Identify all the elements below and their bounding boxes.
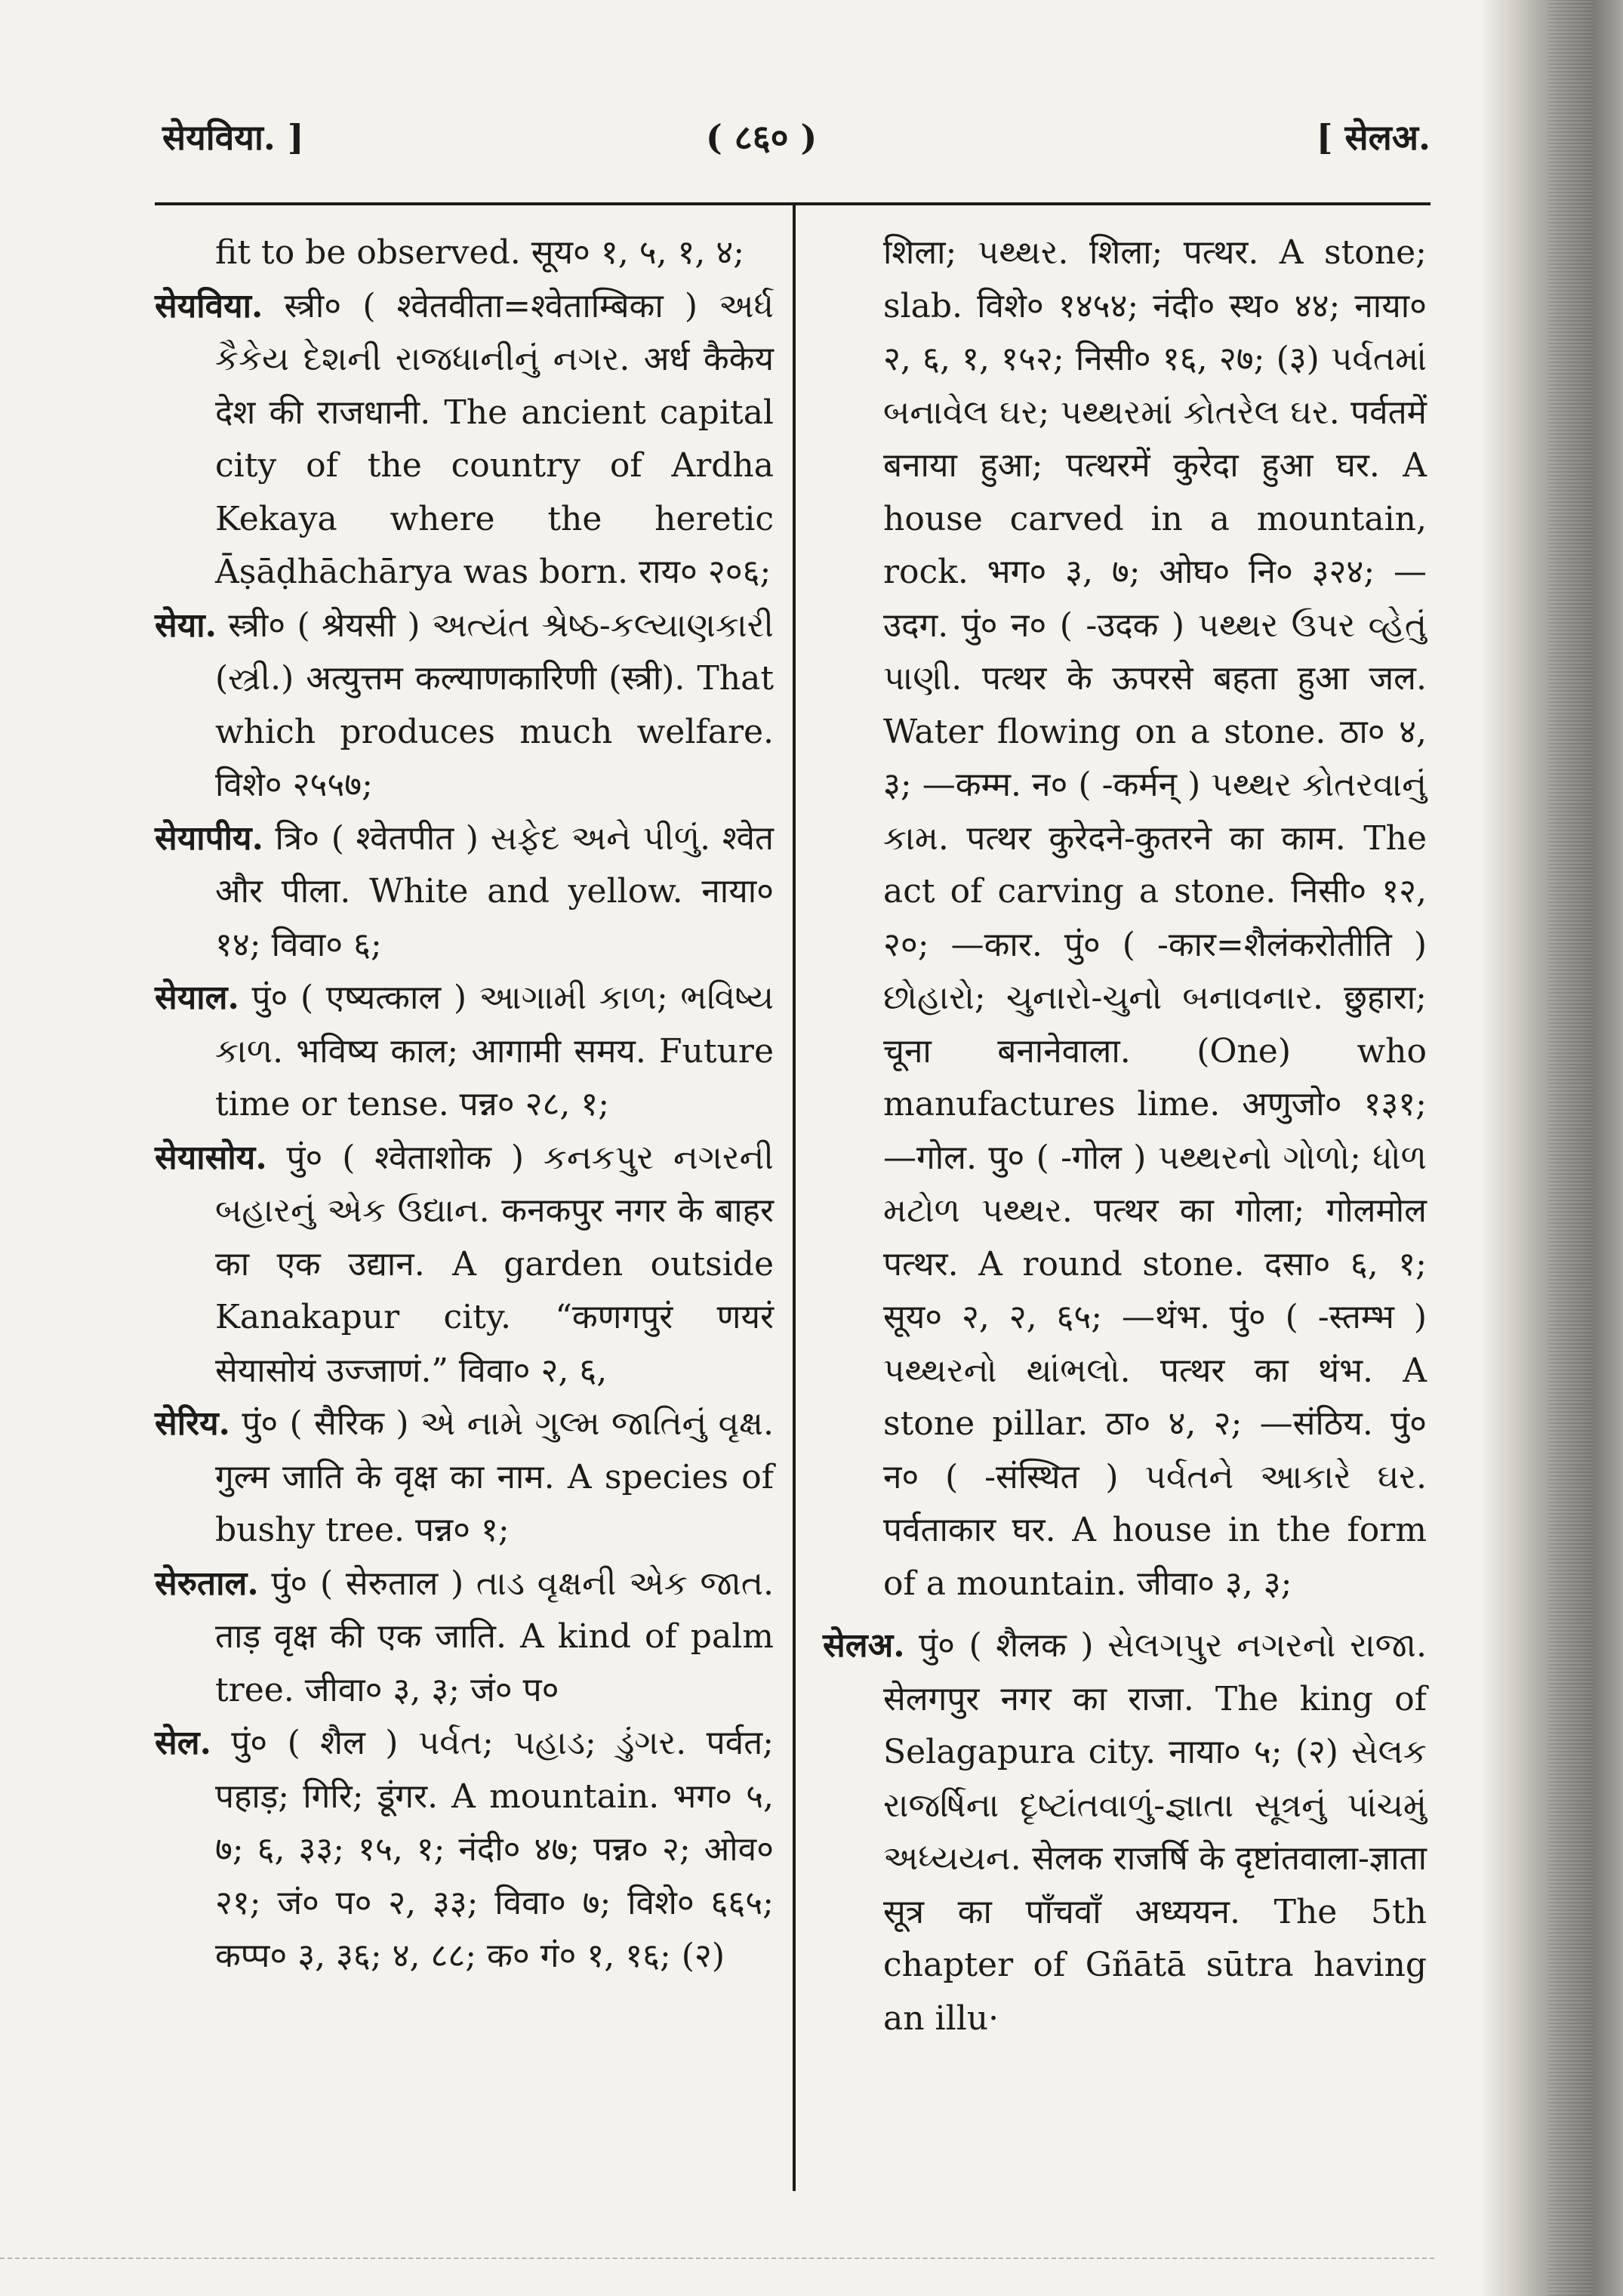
entry-text: पुं० ( शैल ) પર્વત; પહાડ; ડુંગર. पर्वत; पहाड़; गिरि; डूंगर. A mountain. भग० ५, ७; ६, ३३; १५, १; नंदी० ४७; पन्न० २; ओव० २१; जं० प० २, ३३; विवा० ७; विशे० ६६५; कप्प० ३, ३६; ४, ८८; क० गं० १, १६; (२) xyxy=(211,1724,774,1975)
dictionary-entry xyxy=(155,1398,774,1558)
dictionary-entry xyxy=(155,599,774,812)
entry-continuation xyxy=(155,227,774,280)
entry-headword: सेरिय. xyxy=(155,1404,230,1443)
entry-continuation xyxy=(823,227,1427,1610)
entry-text: पुं० ( शैलक ) સેલગપુર નગરનો રાજા. सेलगपुर नगर का राजा. The king of Selagapura city. नाया० ५; (२) સેલક રાજર્ષિના દૃષ્ટાંતવાળું-જ્ઞાતા સૂત્રનું પાંચમું અધ્યયન. सेलक राजर्षि के दृष्टांतवाला-ज्ञाता सूत्र का पाँचवाँ अध्ययन. The 5th chapter of Gñātā sūtra having an illu· xyxy=(883,1626,1427,2038)
left-column xyxy=(155,227,774,1983)
entry-headword: सेया. xyxy=(155,606,217,645)
page-number: ( ८६० ) xyxy=(706,117,818,158)
entry-headword: सेल. xyxy=(155,1724,211,1762)
page-header xyxy=(162,106,1431,174)
entry-headword: सेयाल. xyxy=(155,978,239,1017)
entry-text: fit to be observed. सूय० १, ५, १, ४; xyxy=(215,233,745,272)
entry-headword: सेलअ. xyxy=(823,1626,905,1665)
entry-headword: सेयासोय. xyxy=(155,1138,267,1177)
dictionary-entry xyxy=(155,972,774,1132)
dictionary-entry xyxy=(155,280,774,599)
entry-text: पुं० ( सेरुताल ) તાડ વૃક્ષની એક જાત. ताड़ वृक्ष की एक जाति. A kind of palm tree. जीवा० ३, ३; जं० प० xyxy=(215,1564,774,1709)
entry-text: पुं० ( एष्यत्काल ) આગામી કાળ; ભવિષ્ય કાળ. भविष्य काल; आगामी समय. Future time or tense. पन्न० २८, १; xyxy=(215,978,774,1123)
page-edge-texture xyxy=(1548,0,1593,2296)
entry-text: पुं० ( सैरिक ) એ નામે ગુલ્મ જાતિનું વૃક્ષ. गुल्म जाति के वृक्ष का नाम. A species of bushy tree. पन्न० १; xyxy=(215,1404,774,1549)
dictionary-entry xyxy=(155,1558,774,1718)
entry-headword: सेयविया. xyxy=(155,286,263,325)
page-edge-shadow xyxy=(1480,0,1623,2296)
header-left-guideword: सेयविया. ] xyxy=(162,117,304,158)
entry-text: शिला; પથ્થર. शिला; पत्थर. A stone; slab. विशे० १४५४; नंदी० स्थ० ४४; नाया० २, ६, १, १५२; निसी० १६, २७; (३) પર્વતમાં બનાવેલ ઘર; પથ્થરમાં કોતરેલ ઘર. पर्वतमें बनाया हुआ; पत्थरमें कुरेदा हुआ घर. A house carved in a mountain, rock. भग० ३, ७; ओघ० नि० ३२४; —उदग. पुं० न० ( -उदक ) પથ્થર ઉપર વ્હેતું પાણી. पत्थर के ऊपरसे बहता हुआ जल. Water flowing on a stone. ठा० ४, ३; —कम्म. न० ( -कर्मन् ) પથ્થર કોતરવાનું કામ. पत्थर कुरेदने-कुतरने का काम. The act of carving a stone. निसी० १२, २०; —कार. पुं० ( -कार=शैलंकरोतीति ) છોહારો; ચુનારો-ચુનો બનાવનાર. छुहारा; चूना बनानेवाला. (One) who manufactures lime. अणुजो० १३१; —गोल. पु० ( -गोल ) પથ્થરનો ગોળો; ધોળ મટોળ પથ્થર. पत्थर का गोला; गोलमोल पत्थर. A round stone. दसा० ६, १; सूय० २, २, ६५; —थंभ. पुं० ( -स्तम्भ ) પથ્થરનો થાંભલો. पत्थर का थंभ. A stone pillar. ठा० ४, २; —संठिय. पुं० न० ( -संस्थित ) પર્વતને આકારે ઘર. पर्वताकार घर. A house in the form of a mountain. जीवा० ३, ३; xyxy=(883,233,1427,1603)
bottom-print-marks xyxy=(0,2257,1434,2265)
dictionary-entry xyxy=(155,812,774,972)
entry-headword: सेरुताल. xyxy=(155,1564,259,1603)
right-column xyxy=(823,227,1427,2045)
entry-text: स्त्री० ( श्वेतवीता=श्वेताम्बिका ) અર્ધ કૈકેય દેશની રાજધાનીનું નગર. अर्ध कैकेय देश की राजधानी. The ancient capital city of the country of Ardha Kekaya where the heretic Āṣāḍhāchārya was born. राय० २०६; xyxy=(215,286,774,591)
dictionary-entry xyxy=(155,1717,774,1983)
entry-headword: सेयापीय. xyxy=(155,818,263,858)
dictionary-entry xyxy=(823,1620,1427,2045)
dictionary-entry xyxy=(155,1132,774,1398)
header-right-guideword: [ सेलअ. xyxy=(1316,117,1431,158)
entry-text: स्त्री० ( श्रेयसी ) અત્યંત શ્રેષ્ઠ-કલ્યાણકારી (સ્ત્રી.) अत्युत्तम कल्याणकारिणी (स्त्री). That which produces much welfare. विशे० २५५७; xyxy=(215,606,774,804)
column-divider xyxy=(793,205,796,2191)
entry-text: त्रि० ( श्वेतपीत ) સફેદ અને પીળું. श्वेत और पीला. White and yellow. नाया० १४; विवा० ६; xyxy=(215,818,774,964)
entry-text: पुं० ( श्वेताशोक ) કનકપુર નગરની બહારનું એક ઉદ્યાન. कनकपुर नगर के बाहर का एक उद्यान. A garden outside Kanakapur city. “कणगपुरं णयरं सेयासोयं उज्जाणं.” विवा० २, ६, xyxy=(215,1138,774,1390)
